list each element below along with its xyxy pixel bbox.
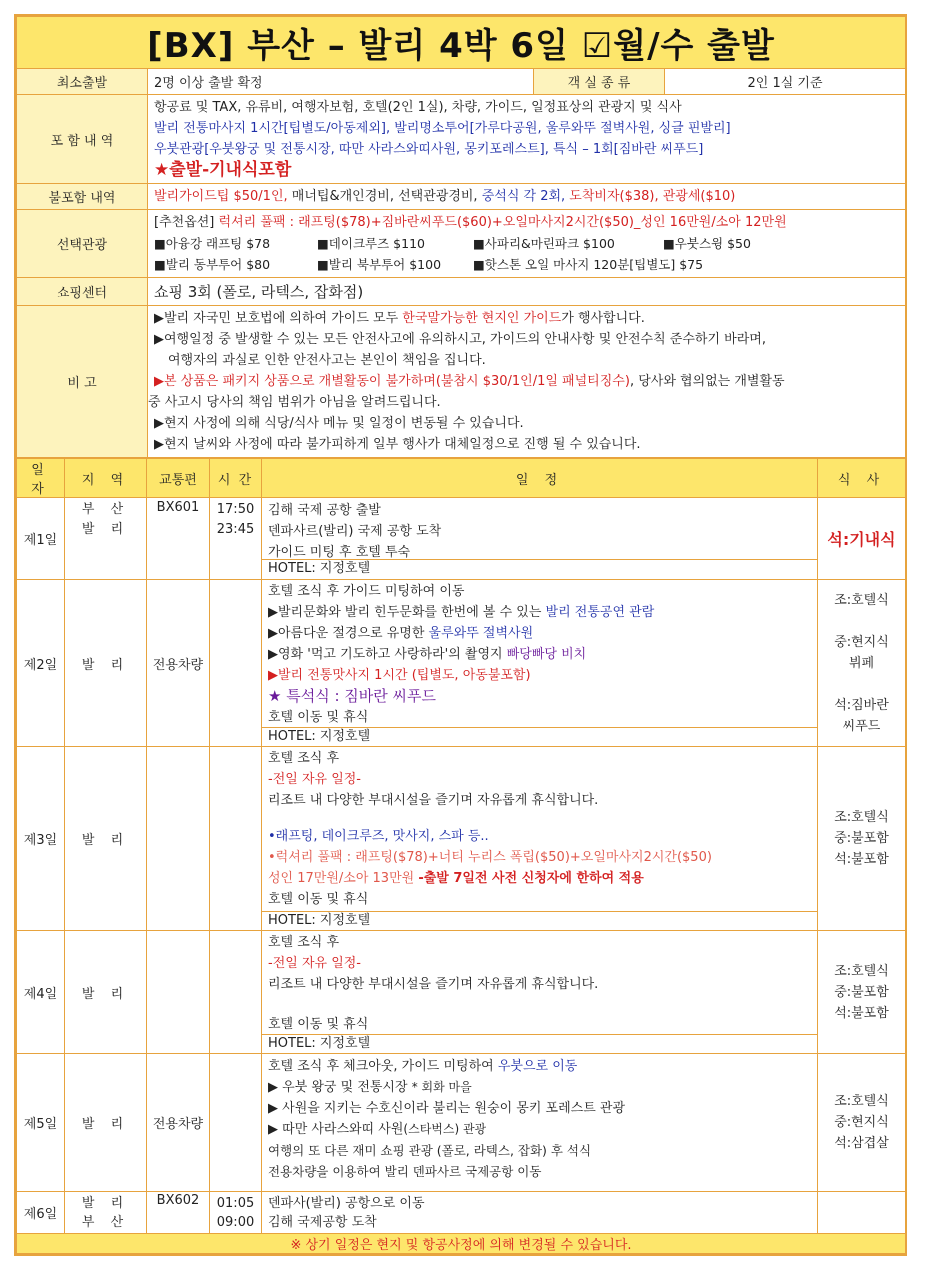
region-text: 발 리	[81, 522, 130, 537]
meal-text: 조:호텔식	[834, 810, 889, 825]
hotel-line: HOTEL: 지정호텔	[262, 1034, 817, 1053]
recommend-prefix: [추천옵션]	[154, 215, 219, 230]
itinerary-line: •래프팅, 데이크루즈, 맛사지, 스파 등..	[268, 829, 489, 844]
transport-text: 전용차량	[147, 580, 210, 747]
transport-cell	[147, 747, 210, 931]
time-cell	[210, 931, 262, 1054]
meal-cell	[818, 580, 906, 747]
itinerary-text: ▶ 우붓 왕궁 및 전통시장	[268, 1080, 412, 1095]
itinerary-cell	[262, 1054, 818, 1192]
region-text: 발 리	[65, 931, 147, 1054]
penalty-text: ▶본 상품은 패키지 상품으로 개별활동이 불가하며(불참시 $30/1인/1일 패널티징수)	[154, 374, 630, 389]
day-row	[17, 498, 906, 580]
itinerary-text: ▶아름다운 절경으로 유명한	[268, 626, 429, 641]
itinerary-line: 김해 국제공항 도착	[268, 1214, 377, 1230]
itinerary-line: 김해 국제 공항 출발	[268, 503, 381, 518]
itinerary-highlight: 빠당빠당 비치	[506, 647, 587, 662]
itinerary-text: 호텔 조식 후 체크아웃, 가이드 미팅하여	[268, 1059, 498, 1074]
region-text: 부 산	[81, 1214, 130, 1230]
day-row	[17, 931, 906, 1054]
meal-cell	[818, 1054, 906, 1192]
schedule-header-row	[17, 459, 906, 498]
room-type-label: 객 실 종 류	[534, 69, 665, 95]
itinerary-highlight: 발리 전통공연 관람	[545, 605, 655, 620]
itinerary-text: ▶영화 '먹고 기도하고 사랑하라'의 촬영지	[268, 647, 507, 662]
min-departure-value: 2명 이상 출발 확정	[148, 69, 534, 95]
included-line: 항공료 및 TAX, 유류비, 여행자보험, 호텔(2인 1실), 차량, 가이드, 일정표상의 관광지 및 식사	[154, 100, 682, 115]
itinerary-line: 리조트 내 다양한 부대시설을 즐기며 자유롭게 휴식합니다.	[268, 793, 599, 808]
remark-text: 가 행사합니다.	[561, 311, 645, 326]
special-meal-line: ★ 특석식 : 짐바란 씨푸드	[268, 687, 436, 705]
meal-text: 중:불포함	[834, 831, 889, 846]
product-info-table	[16, 16, 906, 458]
meal-cell	[818, 1192, 906, 1234]
day-row	[17, 580, 906, 747]
remark-line: ▶현지 사정에 의해 식당/식사 메뉴 및 일정이 변동될 수 있습니다.	[154, 416, 524, 431]
itinerary-cell	[262, 580, 818, 747]
visa-tax-text: 도착비자($38), 관광세($10)	[569, 189, 736, 204]
time-text: 01:05	[216, 1195, 255, 1211]
meal-text: 석:짐바란	[834, 697, 889, 713]
schedule-table	[16, 458, 906, 1254]
included-content	[148, 95, 906, 184]
day-label: 제6일	[17, 1192, 65, 1234]
region-cell	[65, 498, 147, 580]
region-text: 발 리	[81, 1195, 130, 1211]
optional-tour-content	[148, 210, 906, 278]
itinerary-line: 호텔 이동 및 휴식	[268, 710, 369, 725]
itinerary-cell	[262, 931, 818, 1054]
schedule-disclaimer: ※ 상기 일정은 현지 및 항공사정에 의해 변경될 수 있습니다.	[17, 1234, 906, 1254]
header-meal: 식 사	[818, 459, 906, 498]
min-departure-label: 최소출발	[17, 69, 148, 95]
header-region: 지 역	[65, 459, 147, 498]
remarks-label: 비 고	[17, 306, 148, 458]
shopping-value: 쇼핑 3회 (폴로, 라텍스, 잡화점)	[148, 278, 906, 306]
option-item: ■핫스톤 오일 마사지 120분[팁별도] $75	[473, 257, 704, 272]
itinerary-cell	[262, 498, 818, 580]
time-cell	[210, 498, 262, 580]
time-cell	[210, 580, 262, 747]
itinerary-line: 덴파사르(발리) 국제 공항 도착	[268, 524, 442, 539]
meal-text: 중:불포함	[834, 984, 889, 1000]
header-time: 시 간	[210, 459, 262, 498]
itinerary-line: 가이드 미팅 후 호텔 투숙	[268, 545, 411, 560]
meal-text: 조:호텔식	[834, 592, 889, 608]
option-item: ■우붓스윙 $50	[663, 236, 751, 251]
itinerary-line: 호텔 조식 후	[268, 751, 340, 766]
option-item: ■아융강 래프팅 $78	[154, 236, 271, 251]
header-itinerary: 일 정	[262, 459, 818, 498]
itinerary-text: ▶발리문화와 발리 힌두문화를 한번에 볼 수 있는	[268, 605, 546, 620]
option-item: ■데이크루즈 $110	[317, 236, 425, 251]
region-text: 부 산	[81, 502, 130, 517]
meal-excluded-text: 중석식 각 2회,	[481, 189, 570, 204]
day-row	[17, 1192, 906, 1234]
itinerary-line: 호텔 조식 후 가이드 미팅하여 이동	[268, 584, 465, 599]
included-line: 발리 전통마사지 1시간[팁별도/아동제외], 발리명소투어[가루다공원, 울루와뚜 절벽사원, 싱글 핀발리]	[154, 121, 731, 136]
meal-text: 조:호텔식	[834, 963, 889, 979]
region-text: 발 리	[65, 580, 147, 747]
meal-cell	[818, 931, 906, 1054]
transport-text: 전용차량	[147, 1054, 210, 1192]
day-label: 제5일	[17, 1054, 65, 1192]
time-text: 09:00	[216, 1214, 255, 1230]
meal-text: 석:불포함	[834, 852, 889, 867]
korean-guide-text: 한국말가능한 현지인 가이드	[402, 311, 562, 326]
time-cell	[210, 1054, 262, 1192]
option-item: ■발리 동부투어 $80	[154, 257, 271, 272]
day-row	[17, 747, 906, 931]
excluded-content	[148, 184, 906, 210]
option-item: ■사파리&마린파크 $100	[473, 236, 615, 251]
region-cell	[65, 1192, 147, 1234]
region-text: 발 리	[65, 747, 147, 931]
meal-text: 조:호텔식	[834, 1094, 889, 1109]
free-day-line: -전일 자유 일정-	[268, 772, 361, 787]
time-cell	[210, 1192, 262, 1234]
itinerary-highlight: 우붓으로 이동	[497, 1059, 578, 1074]
excluded-label: 불포함 내역	[17, 184, 148, 210]
time-cell	[210, 747, 262, 931]
shopping-label: 쇼핑센터	[17, 278, 148, 306]
itinerary-line: 호텔 이동 및 휴식	[268, 1017, 369, 1032]
itinerary-line: 전용차량을 이용하여 발리 덴파사르 국제공항 이동	[268, 1164, 542, 1179]
meal-text: 중:현지식	[834, 634, 889, 650]
meal-text: 석:삼겹살	[834, 1136, 889, 1151]
transport-cell	[147, 931, 210, 1054]
header-date: 일 자	[17, 459, 65, 498]
day-label: 제3일	[17, 747, 65, 931]
itinerary-line: 호텔 조식 후	[268, 935, 340, 950]
room-type-value: 2인 1실 기준	[665, 69, 906, 95]
itinerary-line: 여행의 또 다른 재미 쇼핑 관광 (폴로, 라텍스, 잡화) 후 석식	[268, 1143, 592, 1158]
remark-line: 중 사고시 당사의 책임 범위가 아님을 알려드립니다.	[148, 395, 441, 410]
option-item: ■발리 북부투어 $100	[317, 257, 442, 272]
free-day-line: -전일 자유 일정-	[268, 956, 361, 971]
time-text: 17:50	[216, 502, 255, 517]
region-text: 발 리	[65, 1054, 147, 1192]
day-row	[17, 1054, 906, 1192]
guide-tip-text: 발리가이드팁 $50/1인,	[154, 189, 292, 204]
included-line: 우붓관광[우붓왕궁 및 전통시장, 따만 사라스와띠사원, 몽키포레스트], 특식 – 1회[짐바란 씨푸드]	[154, 142, 704, 157]
booking-condition-text: -출발 7일전 사전 신청자에 한하여 적용	[418, 871, 644, 886]
excluded-text: 매너팁&개인경비, 선택관광경비,	[291, 189, 482, 204]
included-label: 포 함 내 역	[17, 95, 148, 184]
hotel-line: HOTEL: 지정호텔	[262, 727, 817, 746]
itinerary-cell	[262, 1192, 818, 1234]
flight-number: BX601	[147, 498, 210, 580]
itinerary-text: ▶ 사원을 지키는 수호신이라 불리는 원숭이	[268, 1101, 517, 1116]
remark-line: ▶여행일정 중 발생할 수 있는 모든 안전사고에 유의하시고, 가이드의 안내사항 및 안전수칙 준수하기 바라며,	[154, 332, 766, 347]
time-text: 23:45	[216, 522, 255, 537]
remark-text: , 당사와 협의없는 개별활동	[629, 374, 785, 389]
itinerary-line: 호텔 이동 및 휴식	[268, 892, 369, 907]
itinerary-text: ▶ 따만 사라스와띠 사원	[268, 1122, 404, 1137]
itinerary-highlight: 울루와뚜 절벽사원	[428, 626, 534, 641]
document-title: [BX] 부산 – 발리 4박 6일 ☑월/수 출발	[17, 17, 906, 69]
itinerary-text: (스타벅스) 관광	[403, 1122, 487, 1136]
flight-number: BX602	[147, 1192, 210, 1234]
optional-tour-label: 선택관광	[17, 210, 148, 278]
itinerary-cell	[262, 747, 818, 931]
itinerary-line: ▶발리 전통맛사지 1시간 (팁별도, 아동불포함)	[268, 668, 531, 683]
remark-line: 여행자의 과실로 인한 안전사고는 본인이 책임을 집니다.	[168, 353, 486, 368]
day-label: 제4일	[17, 931, 65, 1054]
luxury-package-line: •럭셔리 풀팩 : 래프팅($78)+너티 누리스 폭립($50)+오일마사지2시간($50)	[268, 850, 712, 865]
remark-line: ▶현지 날씨와 사정에 따라 불가피하게 일부 행사가 대체일정으로 진행 될 수 있습니다.	[154, 437, 641, 452]
price-text: 성인 17만원/소아 13만원	[268, 871, 419, 886]
hotel-line: HOTEL: 지정호텔	[262, 559, 817, 578]
remark-text: ▶발리 자국민 보호법에 의하여 가이드 모두	[154, 311, 403, 326]
day-label: 제2일	[17, 580, 65, 747]
included-meal-note: ★출발-기내식포함	[154, 160, 292, 180]
luxury-package-text: 럭셔리 풀팩 : 래프팅($78)+짐바란씨푸드($60)+오일마사지2시간($50)_성인 16만원/소아 12만원	[218, 215, 787, 230]
day-label: 제1일	[17, 498, 65, 580]
itinerary-text: 몽키 포레스트 관광	[516, 1101, 626, 1116]
itinerary-line: 덴파사(발리) 공항으로 이동	[268, 1195, 425, 1211]
remarks-content	[148, 306, 906, 458]
itinerary-line: 리조트 내 다양한 부대시설을 즐기며 자유롭게 휴식합니다.	[268, 977, 599, 992]
itinerary-text: * 회화 마을	[411, 1080, 472, 1094]
itinerary-document	[14, 14, 907, 1256]
hotel-line: HOTEL: 지정호텔	[262, 911, 817, 930]
meal-text: 석:불포함	[834, 1005, 889, 1021]
meal-text: 뷔페	[848, 655, 875, 671]
meal-cell: 석:기내식	[818, 498, 906, 580]
meal-cell	[818, 747, 906, 931]
header-transport: 교통편	[147, 459, 210, 498]
meal-text: 중:현지식	[834, 1115, 889, 1130]
meal-text: 씨푸드	[842, 718, 881, 734]
